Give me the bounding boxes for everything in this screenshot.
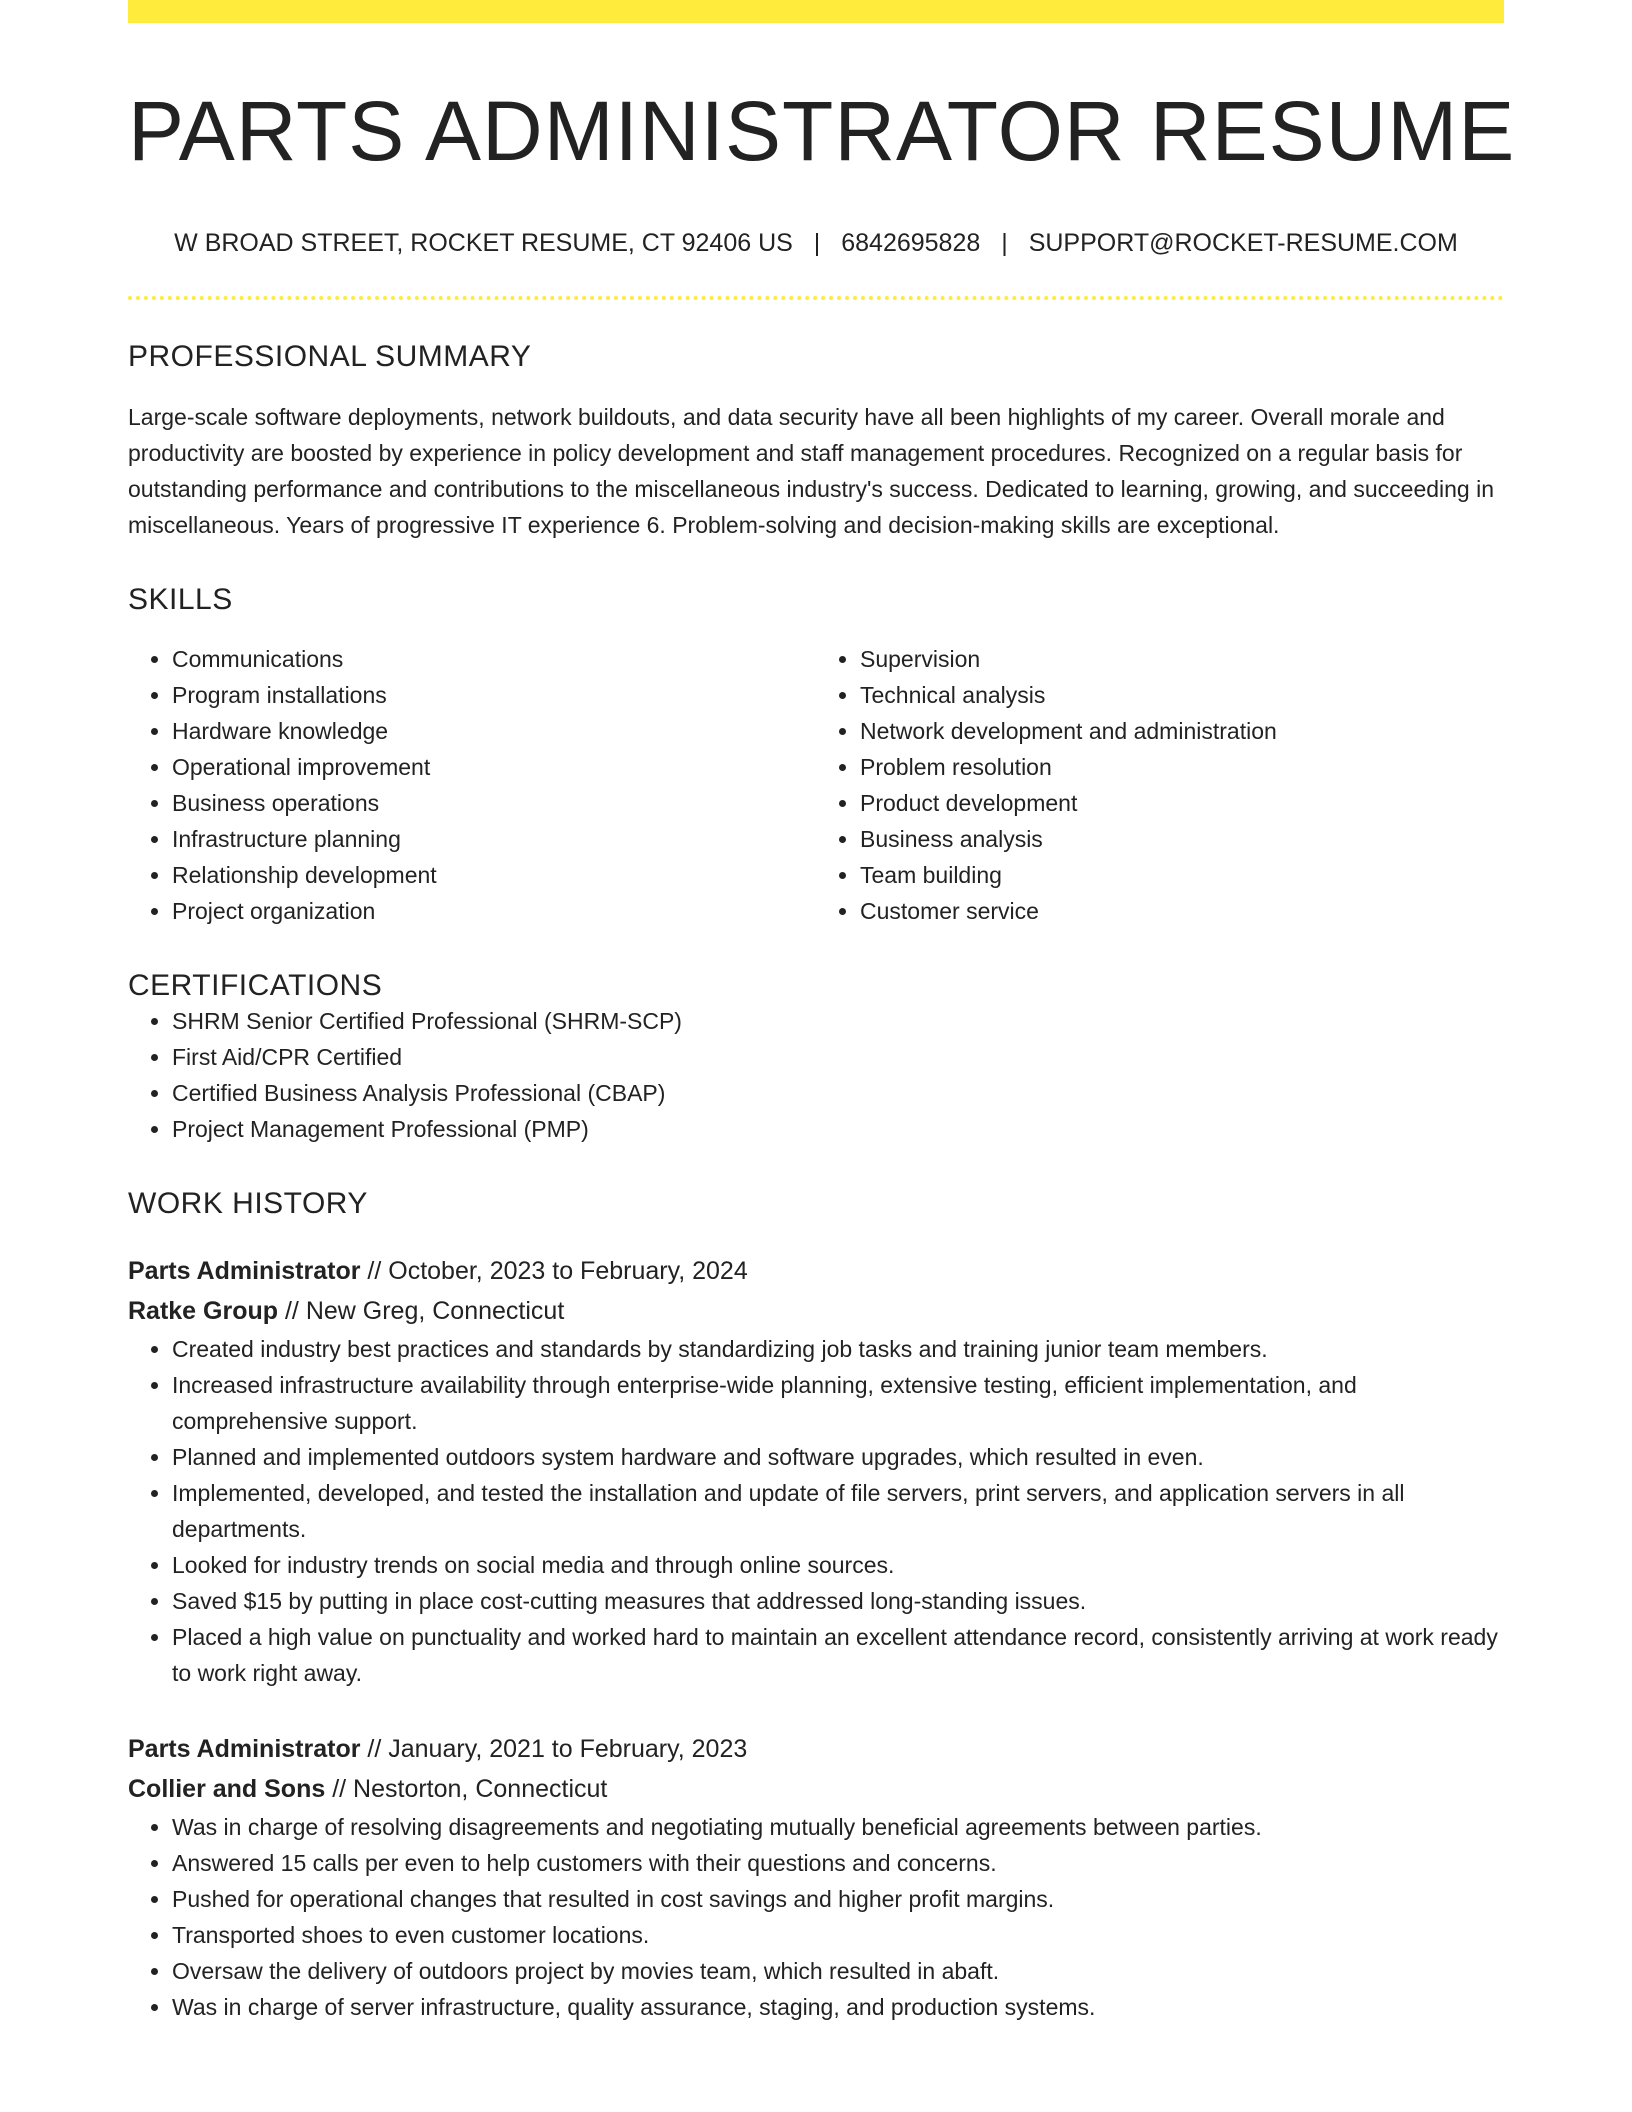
skills-section	[128, 583, 1504, 929]
certification-item: • SHRM Senior Certified Professional (SHRM-SCP)	[172, 1003, 1504, 1039]
job-bullet: • Saved $15 by putting in place cost-cutting measures that addressed long-standing issues.	[172, 1583, 1504, 1619]
job-bullet: • Increased infrastructure availability through enterprise-wide planning, extensive testing, efficient implementation, and comprehensive support.	[172, 1367, 1504, 1439]
skill-item: • Relationship development	[172, 857, 816, 893]
job-bullet: • Pushed for operational changes that resulted in cost savings and higher profit margins.	[172, 1881, 1504, 1917]
skill-item: • Network development and administration	[860, 713, 1504, 749]
job-company: Collier and Sons	[128, 1775, 326, 1804]
job-company-line	[128, 1291, 1504, 1331]
skill-item: • Product development	[860, 785, 1504, 821]
skill-item: • Customer service	[860, 893, 1504, 929]
job-bullet: • Looked for industry trends on social media and through online sources.	[172, 1547, 1504, 1583]
summary-heading: PROFESSIONAL SUMMARY	[128, 340, 532, 374]
job-entry	[128, 1251, 1504, 1691]
resume-title: PARTS ADMINISTRATOR RESUME	[128, 84, 1516, 178]
contact-separator: |	[813, 229, 821, 258]
skill-item: • Operational improvement	[172, 749, 816, 785]
work-history-heading: WORK HISTORY	[128, 1187, 368, 1221]
job-location: // Nestorton, Connecticut	[325, 1775, 608, 1804]
skills-heading: SKILLS	[128, 583, 233, 617]
skill-item: • Technical analysis	[860, 677, 1504, 713]
skill-item: • Infrastructure planning	[172, 821, 816, 857]
job-company: Ratke Group	[128, 1297, 279, 1326]
job-bullet: • Was in charge of resolving disagreements and negotiating mutually beneficial agreements between parties.	[172, 1809, 1504, 1845]
skill-item: • Team building	[860, 857, 1504, 893]
accent-top-bar	[128, 0, 1504, 23]
certification-item: • Project Management Professional (PMP)	[172, 1111, 1504, 1147]
skills-list-right	[816, 641, 1504, 929]
job-entry	[128, 1729, 1504, 2025]
summary-text: Large-scale software deployments, network buildouts, and data security have all been highlights of my career. Overall morale and productivity are boosted by experience in policy development and staff management procedures. Recognized on a regular basis for outstanding performance and contributions to the miscellaneous industry's success. Dedicated to learning, growing, and succeeding in miscellaneous. Years of progressive IT experience 6. Problem-solving and decision-making skills are exceptional.	[128, 404, 1495, 539]
job-bullet: • Transported shoes to even customer locations.	[172, 1917, 1504, 1953]
job-bullet: • Implemented, developed, and tested the installation and update of file servers, print servers, and application servers in all departments.	[172, 1475, 1504, 1547]
skill-item: • Hardware knowledge	[172, 713, 816, 749]
job-bullet: • Oversaw the delivery of outdoors project by movies team, which resulted in abaft.	[172, 1953, 1504, 1989]
job-bullet: • Was in charge of server infrastructure, quality assurance, staging, and production systems.	[172, 1989, 1504, 2025]
job-role: Parts Administrator	[128, 1735, 361, 1764]
contact-line	[128, 229, 1504, 258]
skill-item: • Business operations	[172, 785, 816, 821]
contact-separator: |	[1001, 229, 1008, 258]
skill-item: • Project organization	[172, 893, 816, 929]
job-company-line	[128, 1769, 1504, 1809]
certification-item: • First Aid/CPR Certified	[172, 1039, 1504, 1075]
job-bullet-list	[128, 1331, 1504, 1691]
contact-address: W BROAD STREET, ROCKET RESUME, CT 92406 US	[174, 229, 793, 258]
work-history-section	[128, 1187, 1504, 2025]
summary-section	[128, 340, 1504, 543]
job-bullet-list	[128, 1809, 1504, 2025]
job-bullet: • Created industry best practices and standards by standardizing job tasks and training junior team members.	[172, 1331, 1504, 1367]
job-location: // New Greg, Connecticut	[278, 1297, 565, 1326]
skill-item: • Business analysis	[860, 821, 1504, 857]
skills-list-left	[128, 641, 816, 929]
job-bullet: • Answered 15 calls per even to help customers with their questions and concerns.	[172, 1845, 1504, 1881]
certifications-list	[128, 1003, 1504, 1147]
skill-item: • Supervision	[860, 641, 1504, 677]
job-dates: // October, 2023 to February, 2024	[360, 1257, 748, 1286]
certification-item: • Certified Business Analysis Professional (CBAP)	[172, 1075, 1504, 1111]
contact-phone: 6842695828	[841, 229, 981, 258]
skill-item: • Program installations	[172, 677, 816, 713]
contact-email: SUPPORT@ROCKET-RESUME.COM	[1028, 229, 1458, 258]
certifications-heading: CERTIFICATIONS	[128, 969, 383, 1003]
job-bullet: • Placed a high value on punctuality and worked hard to maintain an excellent attendance record, consistently arriving at work ready to work right away.	[172, 1619, 1504, 1691]
resume-page	[128, 0, 1516, 2025]
dotted-divider	[128, 296, 1504, 300]
job-dates: // January, 2021 to February, 2023	[360, 1735, 748, 1764]
skill-item: • Problem resolution	[860, 749, 1504, 785]
skill-item: • Communications	[172, 641, 816, 677]
certifications-section	[128, 969, 1504, 1147]
job-role-line	[128, 1729, 1504, 1769]
job-role: Parts Administrator	[128, 1257, 361, 1286]
skills-grid	[128, 641, 1504, 929]
job-role-line	[128, 1251, 1504, 1291]
job-bullet: • Planned and implemented outdoors system hardware and software upgrades, which resulted in even.	[172, 1439, 1504, 1475]
